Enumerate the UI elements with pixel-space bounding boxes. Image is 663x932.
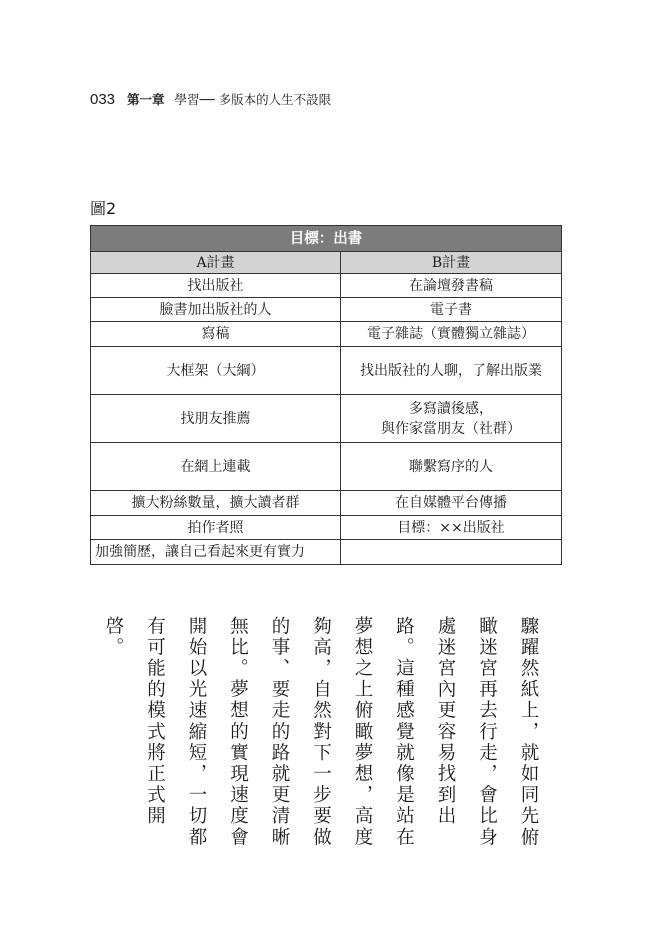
table-row [91,516,562,540]
body-line: 無比。夢想的實現速度會 [227,616,249,849]
plan-a-cell: 加強簡歷，讓自己看起來更有實力 [91,540,341,565]
body-line: 瞰迷宮再去行走，會比身 [476,616,498,849]
body-line: 夠高，自然對下一步要做 [310,616,332,849]
body-line: 路。這種感覺就像是站在 [393,616,415,849]
plan-a-cell: 拍作者照 [91,516,341,540]
plan-a-cell: 臉書加出版社的人 [91,298,341,322]
chapter-title: 學習── 多版本的人生不設限 [174,92,332,107]
plan-b-cell: 聯繫寫序的人 [341,443,562,491]
table-row [91,540,562,565]
figure-label: 圖2 [90,199,117,218]
plan-b-cell: 找出版社的人聊，了解出版業 [341,347,562,395]
plan-a-cell: 在網上連載 [91,443,341,491]
table-row [91,491,562,516]
table-row [91,298,562,322]
plan-b-cell [341,540,562,565]
body-line: 的事、要走的路就更清晰 [269,616,290,849]
plan-b-line: 多寫讀後感， [409,400,493,417]
column-header-a: A計畫 [91,252,341,274]
plan-table [90,225,562,565]
body-text [93,616,550,901]
table-row [91,443,562,491]
running-header [90,89,331,109]
plan-b-cell [341,395,562,443]
body-line: 有可能的模式將正式開 [144,616,166,827]
body-line: 開始以光速縮短，一切都 [186,616,207,849]
table-row [91,322,562,347]
body-line: 驟躍然紙上，就如同先俯 [518,616,539,849]
plan-b-cell: 電子書 [341,298,562,322]
chapter-label: 第一章 [127,92,165,107]
plan-a-cell: 找出版社 [91,274,341,298]
column-header-b: B計畫 [341,252,562,274]
plan-b-line: 與作家當朋友（社群） [381,420,521,437]
plan-a-cell: 寫稿 [91,322,341,347]
table-row [91,347,562,395]
page-number: 033 [90,90,116,108]
table-title: 目標：出書 [91,226,562,252]
plan-a-cell: 大框架（大綱） [91,347,341,395]
body-line: 處迷宮內更容易找到出 [435,616,456,827]
body-line: 夢想之上俯瞰夢想，高度 [352,616,373,849]
plan-a-cell: 找朋友推薦 [91,395,341,443]
plan-b-cell: 在論壇發書稿 [341,274,562,298]
table-row [91,395,562,443]
table-row [91,274,562,298]
plan-b-cell: 電子雜誌（實體獨立雜誌） [341,322,562,347]
plan-b-cell: 在自媒體平台傳播 [341,491,562,516]
body-line: 啓。 [103,616,124,659]
plan-b-cell: 目標：××出版社 [341,516,562,540]
plan-a-cell: 擴大粉絲數量，擴大讀者群 [91,491,341,516]
